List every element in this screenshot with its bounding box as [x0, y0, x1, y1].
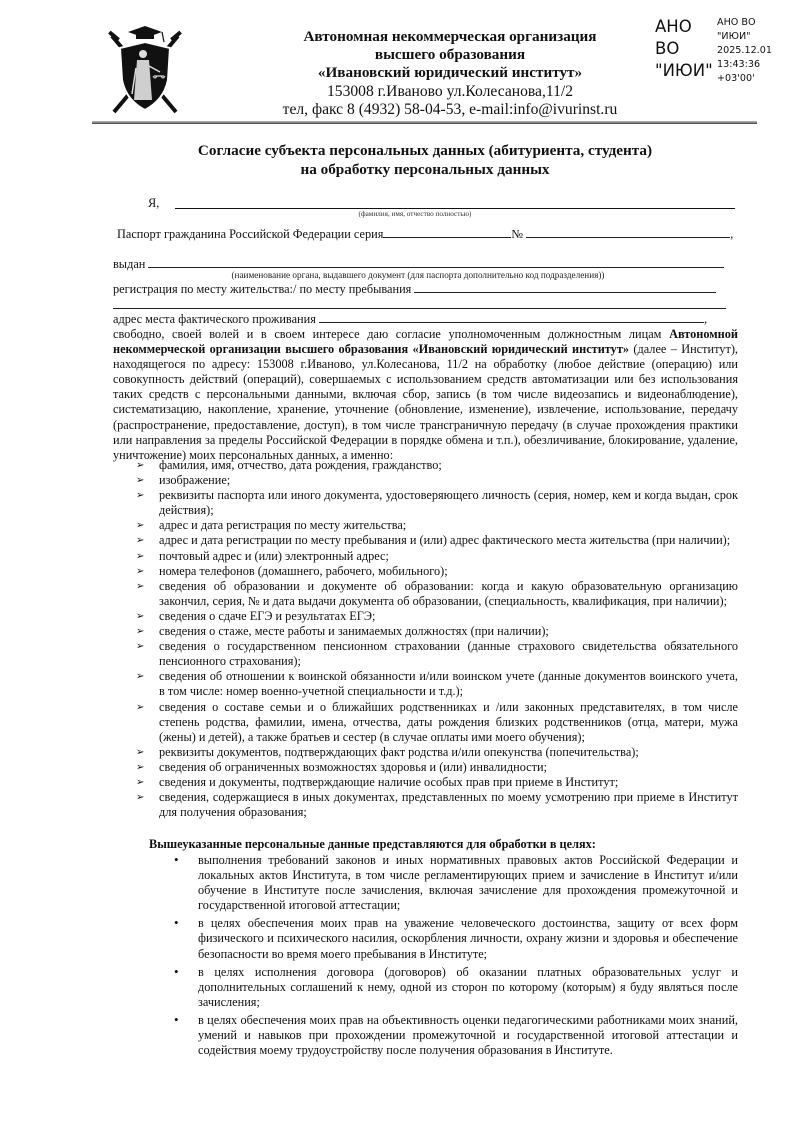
- stamp-large-line: ВО: [655, 39, 680, 58]
- arrow-bullet-icon: ➢: [136, 460, 145, 471]
- registration-field[interactable]: [414, 291, 716, 293]
- arrow-bullet-icon: ➢: [136, 535, 145, 547]
- processing-goals-heading: Вышеуказанные персональные данные представляются для обработки в целях:: [149, 837, 596, 851]
- full-name-field[interactable]: [175, 208, 735, 209]
- list-item: ➢ сведения о стаже, месте работы и занимаемых должностях (при наличии);: [136, 624, 549, 639]
- bullet-icon: •: [174, 963, 179, 979]
- stamp-large-line: АНО: [655, 17, 692, 36]
- registration-field-continued[interactable]: [113, 308, 726, 309]
- passport-number-label: №: [511, 227, 524, 241]
- full-name-row: [148, 196, 159, 211]
- signature-stamp-details: [717, 16, 772, 86]
- stamp-signing-date: 2025.12.01: [717, 45, 772, 56]
- passport-series-label: Паспорт гражданина Российской Федерации серия: [117, 227, 384, 241]
- org-address: 153008 г.Иваново ул.Колесанова,11/2: [326, 82, 574, 100]
- shield-crest-icon: [106, 22, 184, 118]
- stamp-signing-time: 13:43:36: [717, 59, 761, 70]
- bullet-icon: •: [174, 1011, 179, 1027]
- arrow-bullet-icon: ➢: [136, 550, 145, 562]
- consent-intro: свободно, своей волей и в своем интересе даю согласие уполномоченным должностным лицам: [113, 327, 670, 341]
- title-line-2: на обработку персональных данных: [300, 160, 550, 178]
- list-item: ➢ сведения об образовании и документе об образовании: когда и какую образовательную организацию закончил, серия, № и дата выдачи документа об образовании, (специальность, квалификация, при наличии);: [136, 578, 738, 608]
- issued-by-field[interactable]: [148, 266, 724, 268]
- list-item: ➢ сведения об ограниченных возможностях здоровья и (или) инвалидности;: [136, 759, 547, 774]
- list-item: ➢ реквизиты документов, подтверждающих факт родства и/или опекунства (попечительства);: [136, 744, 639, 759]
- passport-series-field[interactable]: [383, 236, 511, 238]
- header-divider: [92, 121, 757, 124]
- list-item: ➢ фамилия, имя, отчество, дата рождения, гражданство;: [136, 458, 442, 472]
- actual-address-row: адрес места фактического проживания ,: [113, 312, 708, 326]
- document-title: [100, 142, 750, 179]
- arrow-bullet-icon: ➢: [136, 776, 145, 788]
- arrow-bullet-icon: ➢: [136, 641, 145, 653]
- arrow-bullet-icon: ➢: [136, 580, 145, 592]
- arrow-bullet-icon: ➢: [136, 701, 145, 713]
- list-item: • в целях обеспечения моих прав на уважение человеческого достоинства, защиту от всех форм физического и психического насилия, оскорбления личности, охрану жизни и здоровья и обеспечение безопасности во время моего пребывания в Институте;: [174, 915, 738, 961]
- issued-by-label: выдан: [113, 257, 146, 271]
- stamp-small-line: "ИЮИ": [717, 31, 751, 42]
- org-name-line-1: Автономная некоммерческая организация: [303, 28, 597, 45]
- list-item: ➢ изображение;: [136, 473, 231, 488]
- list-item: ➢ сведения о сдаче ЕГЭ и результатах ЕГЭ;: [136, 608, 376, 623]
- actual-address-field[interactable]: [319, 321, 704, 323]
- bullet-icon: •: [174, 852, 179, 867]
- consent-organization: Автономной некоммерческой организации высшего образования «Ивановский юридический институт»: [113, 327, 738, 357]
- list-item: ➢ сведения и документы, подтверждающие наличие особых прав при приеме в Институт;: [136, 774, 619, 789]
- list-item: • в целях исполнения договора (договоров) об оказании платных образовательных услуг и дополнительных соглашений к нему, одной из сторон по которому (которым) я буду являться после зачисления;: [174, 963, 738, 1009]
- arrow-bullet-icon: ➢: [136, 565, 145, 577]
- organization-header: [240, 28, 660, 119]
- list-item: ➢ сведения об отношении к воинской обязанности и/или воинском учете (данные документов воинского учета, в том числе: номер военно-учетной специальности и т.д.);: [136, 669, 738, 699]
- list-item: ➢ почтовый адрес и (или) электронный адрес;: [136, 548, 389, 563]
- arrow-bullet-icon: ➢: [136, 520, 145, 532]
- registration-label: регистрация по месту жительства:/ по месту пребывания: [113, 282, 412, 296]
- org-contacts: тел, факс 8 (4932) 58-04-53, e-mail:info@ivurinst.ru: [282, 100, 618, 118]
- full-name-caption: (фамилия, имя, отчество полностью): [358, 210, 472, 218]
- consent-body: (далее – Институт), находящегося по адресу: 153008 г.Иваново, ул.Колесанова, 11/2 на обработку (любое действие (операцию) или совокупность действий (операций), совершаемых с использованием средств автоматизации или без использования таких средств с персональными данными, включая сбор, запись (в том числе видеозапись и видеонаблюдение), систематизацию, накопление, хранение, уточнение (обновление, изменение), извлечение, использование, передачу (распространение, предоставление, доступ), в том числе трансграничную передачу (в случае прохождения практики или направления за пределы Российской Федерации в порядке обмена и т.п.), обезличивание, блокирование, удаление, уничтожение) моих персональных данных, а именно:: [113, 342, 738, 462]
- personal-data-list: [113, 458, 738, 820]
- arrow-bullet-icon: ➢: [136, 761, 145, 773]
- passport-number-field[interactable]: [526, 236, 730, 238]
- arrow-bullet-icon: ➢: [136, 792, 145, 804]
- list-item: ➢ адрес и дата регистрации по месту пребывания и (или) адрес фактического места жительства (при наличии);: [136, 533, 731, 548]
- signature-stamp-large: [655, 16, 713, 82]
- full-name-label: Я,: [148, 196, 160, 210]
- arrow-bullet-icon: ➢: [136, 475, 145, 487]
- list-item: ➢ реквизиты паспорта или иного документа, удостоверяющего личность (серия, номер, кем и когда выдан, срок действия);: [136, 488, 738, 518]
- org-name-line-2: высшего образования: [374, 46, 526, 64]
- org-name-line-3: «Ивановский юридический институт»: [317, 64, 583, 82]
- stamp-small-line: АНО ВО: [717, 17, 756, 28]
- issued-by-caption: (наименование органа, выдавшего документ (для паспорта дополнительно код подразделения)): [231, 270, 605, 280]
- bullet-icon: •: [174, 915, 179, 931]
- list-item: ➢ адрес и дата регистрация по месту жительства;: [136, 518, 407, 533]
- arrow-bullet-icon: ➢: [136, 610, 145, 622]
- processing-goals-list: [150, 853, 738, 1061]
- list-item: • в целях обеспечения моих прав на объективность оценки педагогическими работниками моих знаний, умений и навыков при прохождении промежуточной и государственной итоговой аттестации и содействия моему трудоустройству после получения образования в Институте.: [174, 1011, 738, 1058]
- list-item: ➢ номера телефонов (домашнего, рабочего, мобильного);: [136, 563, 448, 578]
- list-item: • выполнения требований законов и иных нормативных правовых актов Российской Федерации и локальных актов Института, в том числе регламентирующих прием и зачисление в Институт и/или обучение в Институте после зачисления, включая зачисление для прохождения промежуточной и государственной итоговой аттестации;: [174, 852, 738, 913]
- stamp-large-line: "ИЮИ": [655, 61, 713, 80]
- arrow-bullet-icon: ➢: [136, 626, 145, 638]
- list-item: ➢ сведения, содержащиеся в иных документах, представленных по моему усмотрению при приеме в Институт для получения образования;: [136, 790, 738, 820]
- list-item: ➢ сведения о государственном пенсионном страховании (данные страхового свидетельства обязательного пенсионного страхования);: [136, 639, 738, 669]
- passport-row: Паспорт гражданина Российской Федерации серия № ,: [117, 227, 734, 241]
- title-line-1: Согласие субъекта персональных данных (абитуриента, студента): [197, 142, 653, 159]
- registration-row: [113, 282, 716, 297]
- arrow-bullet-icon: ➢: [136, 671, 145, 683]
- arrow-bullet-icon: ➢: [136, 746, 145, 758]
- actual-address-label: адрес места фактического проживания: [113, 312, 316, 326]
- consent-paragraph: [113, 327, 738, 463]
- list-item: ➢ сведения о составе семьи и о ближайших родственниках и /или законных представителях, в том числе степень родства, фамилии, имена, отчества, даты рождения близких родственников (отца, матери, мужа (жены) и детей), а также братьев и сестер (в случае оплаты ими моего обучения);: [136, 699, 738, 744]
- stamp-timezone: +03'00': [717, 73, 755, 84]
- arrow-bullet-icon: ➢: [136, 490, 145, 502]
